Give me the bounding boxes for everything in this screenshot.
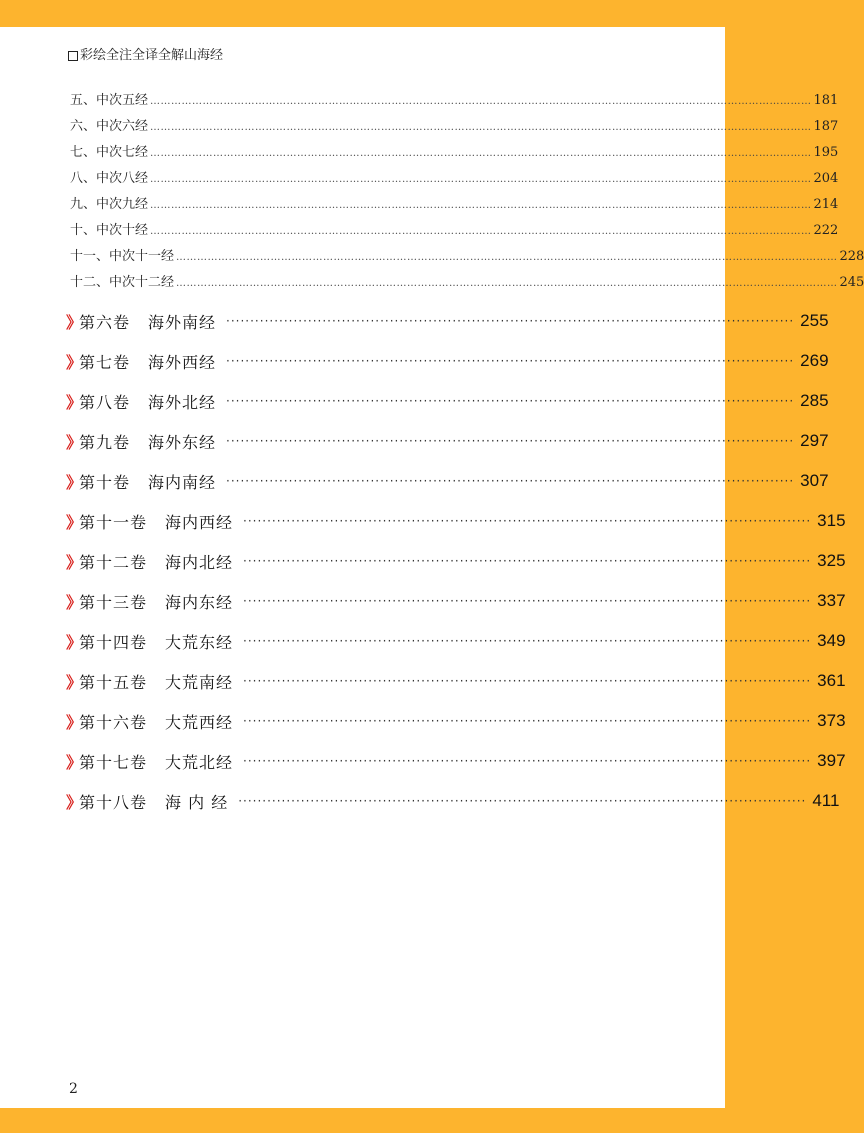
volume-number: 第六卷 <box>79 312 131 332</box>
volume-page: 325 <box>817 551 846 570</box>
volume-title: 海内东经 <box>165 592 234 612</box>
running-head-title: 彩绘全注全译全解山海经 <box>80 48 224 63</box>
toc-volume-entry[interactable] <box>66 421 829 461</box>
volume-title: 大荒西经 <box>165 712 234 732</box>
volume-page: 269 <box>800 351 829 370</box>
toc-volume-entry[interactable] <box>66 661 846 701</box>
dot-leader: ……………………………………………………………………………………………………………………………………………………………………… <box>150 226 812 237</box>
toc-sub-entry-page: 187 <box>813 119 839 134</box>
toc-sub-entry[interactable] <box>70 141 839 167</box>
chevron-right-icon: 》 <box>66 432 80 452</box>
box-icon <box>68 51 78 61</box>
volume-number: 第八卷 <box>79 392 131 412</box>
dot-leader: ······················································································································ <box>243 714 812 728</box>
toc-sub-entry[interactable] <box>70 115 839 141</box>
toc-sub-entry-page: 181 <box>813 93 839 108</box>
page-number: 2 <box>69 1081 78 1097</box>
dot-leader: ······················································································································ <box>243 554 812 568</box>
toc-sub-entry[interactable] <box>70 245 864 271</box>
toc-sub-entry-label: 五、中次五经 <box>70 93 149 108</box>
toc-sub-entry-label: 九、中次九经 <box>70 197 149 212</box>
toc-sub-entry[interactable] <box>70 193 839 219</box>
volume-page: 411 <box>812 791 840 810</box>
dot-leader: ······················································································································ <box>243 594 812 608</box>
toc-sub-entry-label: 六、中次六经 <box>70 119 149 134</box>
toc-sub-entry-label: 十二、中次十二经 <box>70 275 175 290</box>
toc-volume-entry[interactable] <box>66 541 846 581</box>
dot-leader: ……………………………………………………………………………………………………………………………………………………………………… <box>176 278 838 289</box>
toc-sub-entry-page: 195 <box>813 145 839 160</box>
chevron-right-icon: 》 <box>66 672 80 692</box>
chevron-right-icon: 》 <box>66 792 80 812</box>
toc-volume-entry[interactable] <box>66 781 840 821</box>
volume-page: 285 <box>800 391 829 410</box>
volume-title: 海 内 经 <box>165 792 229 812</box>
volume-page: 255 <box>800 311 829 330</box>
volume-page: 307 <box>800 471 829 490</box>
dot-leader: ······················································································································ <box>243 514 812 528</box>
toc-sub-entry-page: 204 <box>813 171 839 186</box>
volume-number: 第十四卷 <box>79 632 148 652</box>
volume-number: 第十二卷 <box>79 552 148 572</box>
toc-volume-entry[interactable] <box>66 741 846 781</box>
toc-sub-entry-page: 222 <box>813 223 839 238</box>
toc-sub-entry-page: 214 <box>813 197 839 212</box>
volume-title: 大荒北经 <box>165 752 234 772</box>
toc-volume-entry[interactable] <box>66 701 846 741</box>
volume-title: 海外南经 <box>148 312 217 332</box>
volume-list <box>66 301 846 821</box>
volume-page: 297 <box>800 431 829 450</box>
toc-volume-entry[interactable] <box>66 381 829 421</box>
dot-leader: ……………………………………………………………………………………………………………………………………………………………………… <box>150 96 812 107</box>
volume-title: 海内西经 <box>165 512 234 532</box>
volume-number: 第十七卷 <box>79 752 148 772</box>
volume-title: 大荒南经 <box>165 672 234 692</box>
chevron-right-icon: 》 <box>66 472 80 492</box>
toc-volume-entry[interactable] <box>66 581 846 621</box>
toc-sub-entry[interactable] <box>70 271 864 297</box>
toc-page <box>0 27 864 1108</box>
toc-sub-entry[interactable] <box>70 167 839 193</box>
toc-sub-entry-label: 七、中次七经 <box>70 145 149 160</box>
toc-sub-entry-label: 十一、中次十一经 <box>70 249 175 264</box>
chevron-right-icon: 》 <box>66 512 80 532</box>
toc-sub-entry-page: 228 <box>839 249 864 264</box>
chevron-right-icon: 》 <box>66 312 80 332</box>
dot-leader: ······················································································································ <box>238 794 807 808</box>
sub-section-list <box>70 89 864 297</box>
dot-leader: ······················································································································ <box>226 394 795 408</box>
dot-leader: ······················································································································ <box>243 754 812 768</box>
toc-sub-entry-page: 245 <box>839 275 864 290</box>
volume-number: 第十卷 <box>79 472 131 492</box>
volume-number: 第十八卷 <box>79 792 148 812</box>
dot-leader: ······················································································································ <box>226 474 795 488</box>
volume-page: 361 <box>817 671 846 690</box>
running-head <box>68 48 223 64</box>
chevron-right-icon: 》 <box>66 712 80 732</box>
chevron-right-icon: 》 <box>66 632 80 652</box>
dot-leader: ······················································································································ <box>226 354 795 368</box>
dot-leader: ······················································································································ <box>226 314 795 328</box>
volume-title: 海外北经 <box>148 392 217 412</box>
volume-page: 373 <box>817 711 846 730</box>
volume-title: 海外西经 <box>148 352 217 372</box>
dot-leader: ……………………………………………………………………………………………………………………………………………………………………… <box>150 200 812 211</box>
toc-sub-entry-label: 十、中次十经 <box>70 223 149 238</box>
volume-number: 第十六卷 <box>79 712 148 732</box>
volume-title: 大荒东经 <box>165 632 234 652</box>
chevron-right-icon: 》 <box>66 552 80 572</box>
volume-title: 海内南经 <box>148 472 217 492</box>
toc-sub-entry[interactable] <box>70 89 839 115</box>
volume-page: 397 <box>817 751 846 770</box>
volume-number: 第十一卷 <box>79 512 148 532</box>
volume-number: 第七卷 <box>79 352 131 372</box>
volume-title: 海外东经 <box>148 432 217 452</box>
toc-volume-entry[interactable] <box>66 301 829 341</box>
volume-number: 第九卷 <box>79 432 131 452</box>
toc-sub-entry-label: 八、中次八经 <box>70 171 149 186</box>
volume-title: 海内北经 <box>165 552 234 572</box>
toc-volume-entry[interactable] <box>66 501 846 541</box>
toc-volume-entry[interactable] <box>66 341 829 381</box>
chevron-right-icon: 》 <box>66 352 80 372</box>
volume-page: 315 <box>817 511 846 530</box>
volume-number: 第十三卷 <box>79 592 148 612</box>
volume-page: 349 <box>817 631 846 650</box>
toc-sub-entry[interactable] <box>70 219 839 245</box>
dot-leader: ……………………………………………………………………………………………………………………………………………………………………… <box>150 174 812 185</box>
volume-page: 337 <box>817 591 846 610</box>
volume-number: 第十五卷 <box>79 672 148 692</box>
dot-leader: ……………………………………………………………………………………………………………………………………………………………………… <box>150 148 812 159</box>
dot-leader: ······················································································································ <box>243 634 812 648</box>
chevron-right-icon: 》 <box>66 752 80 772</box>
dot-leader: ……………………………………………………………………………………………………………………………………………………………………… <box>150 122 812 133</box>
chevron-right-icon: 》 <box>66 392 80 412</box>
toc-volume-entry[interactable] <box>66 621 846 661</box>
toc-volume-entry[interactable] <box>66 461 829 501</box>
dot-leader: ……………………………………………………………………………………………………………………………………………………………………… <box>176 252 838 263</box>
dot-leader: ······················································································································ <box>226 434 795 448</box>
chevron-right-icon: 》 <box>66 592 80 612</box>
dot-leader: ······················································································································ <box>243 674 812 688</box>
